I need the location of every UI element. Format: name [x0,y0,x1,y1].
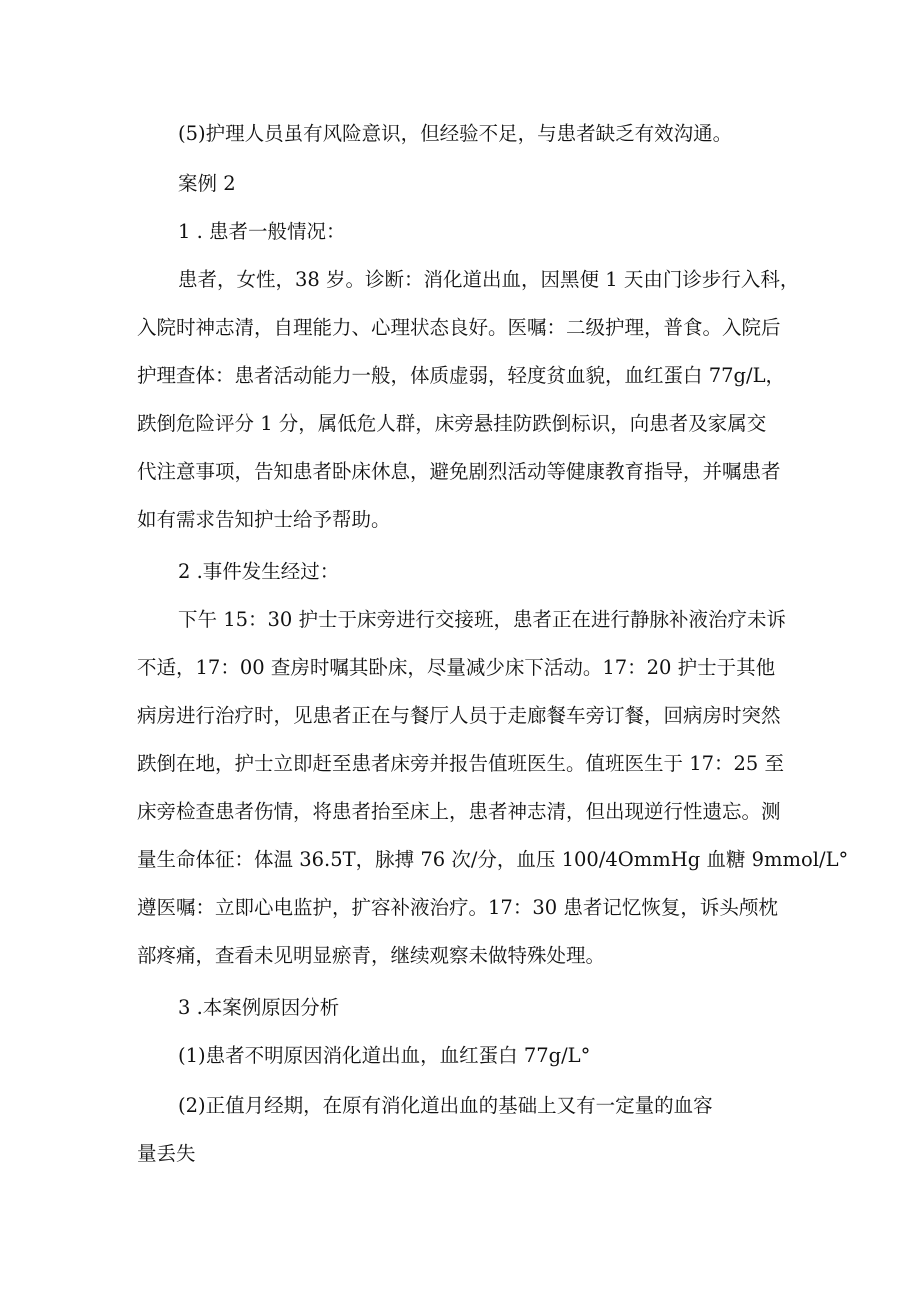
section-1-line: 患者，女性，38 岁。诊断：消化道出血，因黑便 1 天由门诊步行入科， [178,268,800,291]
section-2-line: 病房进行治疗时，见患者正在与餐厅人员于走廊餐车旁订餐，回病房时突然 [137,704,781,727]
case-heading: 案例 2 [178,172,236,195]
section-1-line: 入院时神志清，自理能力、心理状态良好。医嘱：二级护理，普食。入院后 [137,316,781,339]
section-2-heading: 2 .事件发生经过： [178,560,340,583]
section-2-line: 下午 15：30 护士于床旁进行交接班，患者正在进行静脉补液治疗未诉 [178,608,787,631]
section-1-line: 护理查体：患者活动能力一般，体质虚弱，轻度贫血貌，血红蛋白 77g/L， [137,364,786,387]
section-3-heading: 3 .本案例原因分析 [178,996,340,1019]
section-1-line: 跌倒危险评分 1 分，属低危人群，床旁悬挂防跌倒标识，向患者及家属交 [137,412,767,435]
section-3-item-1: (1)患者不明原因消化道出血，血红蛋白 77g/L° [178,1044,591,1067]
section-2-line: 床旁检查患者伤情，将患者抬至床上，患者神志清，但出现逆行性遗忘。测 [137,800,781,823]
section-3-item-2-continuation: 量丢失 [137,1142,196,1165]
section-1-line: 代注意事项，告知患者卧床休息，避免剧烈活动等健康教育指导，并嘱患者 [137,460,781,483]
section-2-line: 量生命体征：体温 36.5T，脉搏 76 次/分，血压 100/4OmmHg 血糖 9mmol/L° [137,848,849,871]
section-3-item-2: (2)正值月经期，在原有消化道出血的基础上又有一定量的血容 [178,1094,713,1117]
section-2-line: 跌倒在地，护士立即赶至患者床旁并报告值班医生。值班医生于 17：25 至 [137,752,785,775]
section-1-heading: 1 . 患者一般情况： [178,220,346,243]
paragraph-item-5: (5)护理人员虽有风险意识，但经验不足，与患者缺乏有效沟通。 [178,122,733,145]
section-2-line: 部疼痛，查看未见明显瘀青，继续观察未做特殊处理。 [137,944,606,967]
section-2-line: 遵医嘱：立即心电监护，扩容补液治疗。17：30 患者记忆恢复，诉头颅枕 [137,896,778,919]
section-1-line: 如有需求告知护士给予帮助。 [137,508,391,531]
section-2-line: 不适，17：00 查房时嘱其卧床，尽量减少床下活动。17：20 护士于其他 [137,656,776,679]
